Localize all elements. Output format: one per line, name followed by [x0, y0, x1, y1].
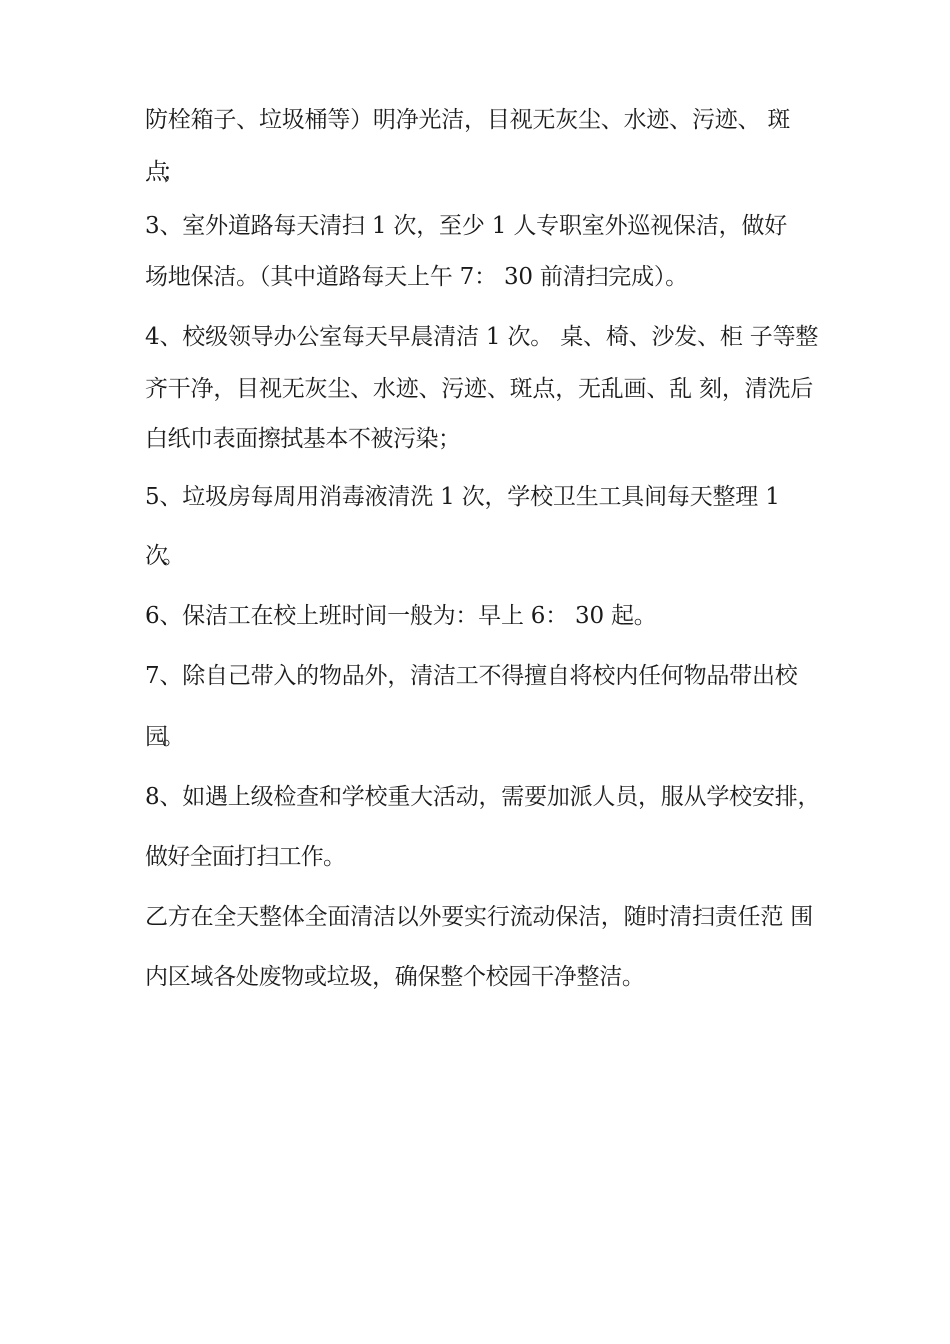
text-line: 白纸巾表面擦拭基本不被污染；: [145, 426, 461, 452]
text-line: 5、垃圾房每周用消毒液清洗 1 次，学校卫生工具间每天整理 1: [145, 484, 780, 510]
text-line: 场地保洁。（其中道路每天上午 7： 30 前清扫完成）。: [145, 264, 688, 290]
text-line: 4、校级领导办公室每天早晨清洁 1 次。 桌、椅、沙发、柜 子等整: [145, 324, 819, 350]
text-line: 齐干净，目视无灰尘、水迹、污迹、斑点，无乱画、乱 刻，清洗后: [145, 376, 814, 402]
text-line: 3、室外道路每天清扫 1 次，至少 1 人专职室外巡视保洁，做好: [145, 213, 788, 239]
text-line: 7、除自己带入的物品外，清洁工不得擅自将校内任何物品带出校: [145, 663, 798, 689]
text-line: 8、如遇上级检查和学校重大活动，需要加派人员，服从学校安排，: [145, 784, 821, 810]
text-line: 做好全面打扫工作。: [145, 844, 346, 870]
text-line: 内区域各处废物或垃圾，确保整个校园干净整洁。: [145, 964, 645, 990]
text-line: 次。: [145, 543, 179, 569]
text-line: 点；: [145, 159, 179, 185]
text-line: 防栓箱子、垃圾桶等）明净光洁，目视无灰尘、水迹、污迹、 斑: [145, 107, 791, 133]
text-line: 6、保洁工在校上班时间一般为：早上 6： 30 起。: [145, 603, 657, 629]
text-line: 园。: [145, 724, 179, 750]
text-line: 乙方在全天整体全面清洁以外要实行流动保洁，随时清扫责任范 围: [145, 904, 814, 930]
